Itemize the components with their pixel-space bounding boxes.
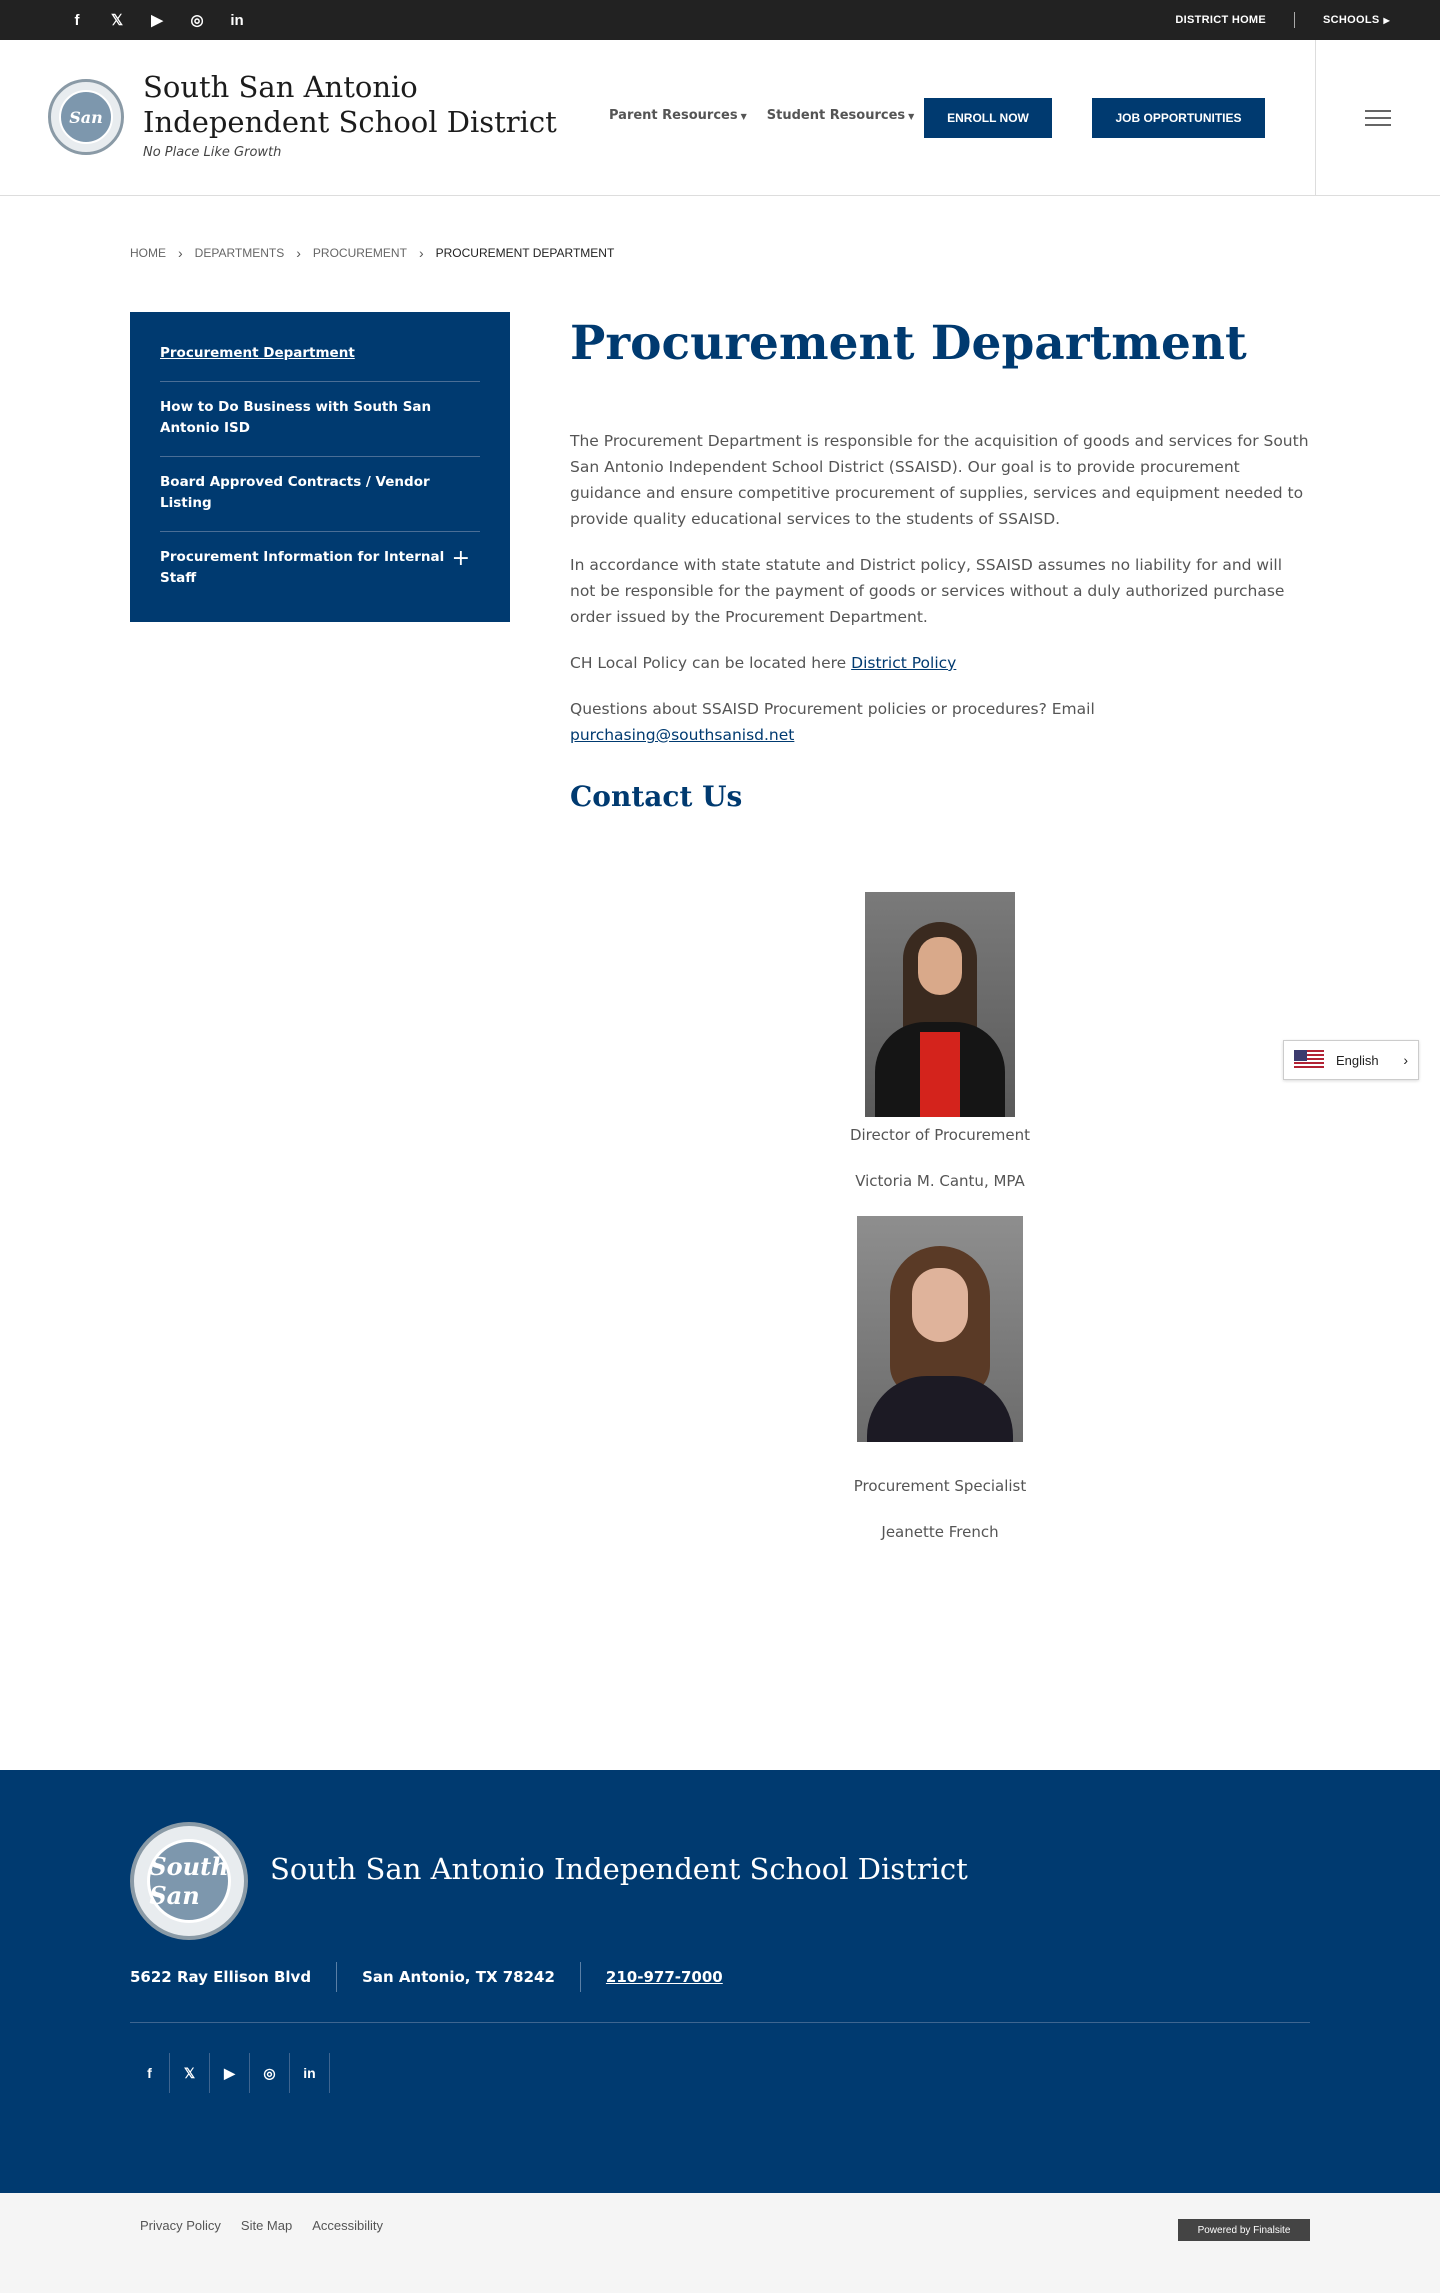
questions-paragraph	[570, 696, 1310, 748]
top-right-links	[1175, 0, 1390, 40]
main-nav	[609, 108, 914, 123]
sidebar-item-board-approved-contracts[interactable]	[160, 457, 480, 532]
footer-address: 5622 Ray Ellison Blvd	[130, 1968, 312, 1986]
youtube-icon[interactable]: ▶	[151, 12, 163, 29]
breadcrumb-departments[interactable]: DEPARTMENTS	[194, 246, 285, 260]
staff-name: Jeanette French	[881, 1523, 999, 1541]
caret-right-icon: ▶	[1383, 16, 1390, 25]
sidebar-item-label: Board Approved Contracts / Vendor Listing	[160, 474, 430, 511]
sidebar-item-label: Procurement Department	[160, 345, 355, 361]
chevron-right-icon: ›	[296, 245, 301, 261]
specialist-photo	[857, 1216, 1023, 1442]
site-title-line2: Independent School District	[143, 105, 557, 139]
schools-dropdown[interactable]	[1323, 14, 1390, 26]
language-selector[interactable]	[1283, 1040, 1419, 1080]
instagram-icon[interactable]: ◎	[250, 2053, 290, 2093]
liability-paragraph: In accordance with state statute and District policy, SSAISD assumes no liability for and will not be responsible for the payment of goods or services without a duly authorized purchase order issued by the Procurement Department.	[570, 556, 1285, 626]
sidebar-item-label: How to Do Business with South San Antonio ISD	[160, 399, 432, 436]
chevron-right-icon: ›	[418, 245, 424, 261]
footer-contact	[130, 1962, 723, 1992]
menu-toggle[interactable]	[1315, 40, 1440, 195]
instagram-icon[interactable]: ◎	[190, 12, 204, 29]
language-label: English	[1336, 1052, 1379, 1068]
nav-label: Parent Resources	[609, 108, 738, 123]
nav-label: Student Resources	[766, 108, 906, 123]
facebook-icon[interactable]: f	[74, 11, 80, 29]
sidebar-item-procurement-department[interactable]	[160, 328, 480, 382]
director-photo	[865, 892, 1015, 1117]
youtube-icon[interactable]: ▶	[210, 2053, 250, 2093]
site-title-line1: South San Antonio	[143, 70, 418, 104]
footer-logo[interactable]	[130, 1822, 248, 1940]
policy-paragraph	[570, 650, 1310, 676]
purchasing-email-link[interactable]: purchasing@southsanisd.net	[570, 726, 795, 744]
legal-bar	[0, 2193, 1440, 2293]
caret-down-icon: ▼	[740, 112, 747, 121]
chevron-right-icon: ›	[178, 245, 183, 261]
footer-phone-link[interactable]: 210-977-7000	[605, 1968, 723, 1986]
district-home-link[interactable]: DISTRICT HOME	[1175, 14, 1267, 26]
top-social-links	[57, 0, 257, 40]
questions-text: Questions about SSAISD Procurement policies or procedures? Email	[570, 700, 1095, 718]
logo-emblem: San	[59, 90, 113, 144]
tagline: No Place Like Growth	[143, 145, 282, 160]
x-twitter-icon[interactable]: 𝕏	[110, 12, 124, 29]
chevron-right-icon: ›	[1403, 1052, 1408, 1068]
site-header	[0, 40, 1440, 196]
site-map-link[interactable]: Site Map	[240, 2218, 293, 2233]
staff-role: Director of Procurement	[849, 1126, 1031, 1144]
staff-name: Victoria M. Cantu, MPA	[855, 1172, 1025, 1190]
policy-text: CH Local Policy can be located here	[570, 654, 852, 672]
site-footer	[0, 1770, 1440, 2193]
linkedin-icon[interactable]: in	[290, 2053, 330, 2093]
linkedin-icon[interactable]: in	[230, 11, 244, 29]
footer-logo-emblem: South San	[147, 1839, 231, 1923]
contact-us-heading: Contact Us	[570, 780, 743, 813]
powered-by-finalsite-badge[interactable]: Powered by Finalsite	[1178, 2219, 1310, 2241]
intro-paragraph: The Procurement Department is responsible for the acquisition of goods and services for South San Antonio Independent School District (SSAISD). Our goal is to provide procurement guidance and ensure competitive procurement of supplies, services and equipment needed to provide quality educational services to the students of SSAISD.	[570, 432, 1309, 528]
main-content	[570, 428, 1310, 768]
section-sidebar-nav	[130, 312, 510, 622]
schools-label: SCHOOLS	[1323, 14, 1380, 26]
privacy-policy-link[interactable]: Privacy Policy	[140, 2218, 221, 2233]
us-flag-icon	[1294, 1050, 1324, 1070]
job-opportunities-button[interactable]: JOB OPPORTUNITIES	[1092, 98, 1265, 138]
nav-student-resources[interactable]	[767, 108, 915, 123]
enroll-now-button[interactable]: ENROLL NOW	[924, 98, 1052, 138]
sidebar-item-how-to-do-business[interactable]	[160, 382, 480, 457]
expand-plus-icon[interactable]: +	[451, 546, 470, 571]
breadcrumb-procurement[interactable]: PROCUREMENT	[312, 246, 407, 260]
sidebar-item-label: Procurement Information for Internal Staff	[160, 549, 445, 586]
breadcrumb-current: PROCUREMENT DEPARTMENT	[435, 246, 615, 260]
x-twitter-icon[interactable]: 𝕏	[170, 2053, 210, 2093]
footer-social-links	[130, 2053, 330, 2093]
nav-parent-resources[interactable]	[609, 108, 747, 123]
footer-title: South San Antonio Independent School District	[270, 1852, 968, 1886]
staff-role: Procurement Specialist	[853, 1477, 1027, 1495]
breadcrumb	[130, 245, 614, 261]
site-title[interactable]	[143, 70, 557, 140]
district-logo[interactable]	[48, 79, 124, 155]
footer-city: San Antonio, TX 78242	[362, 1968, 555, 1986]
district-policy-link[interactable]: District Policy	[851, 654, 957, 672]
footer-divider	[130, 2022, 1310, 2023]
sidebar-item-internal-staff[interactable]	[160, 532, 480, 606]
breadcrumb-home[interactable]: HOME	[130, 246, 166, 260]
legal-links	[140, 2218, 383, 2233]
accessibility-link[interactable]: Accessibility	[312, 2218, 384, 2233]
page-title: Procurement Department	[570, 316, 1247, 371]
hamburger-icon	[1365, 110, 1391, 126]
utility-bar	[0, 0, 1440, 40]
top-divider	[1294, 12, 1295, 28]
facebook-icon[interactable]: f	[130, 2053, 170, 2093]
caret-down-icon: ▼	[908, 112, 915, 121]
